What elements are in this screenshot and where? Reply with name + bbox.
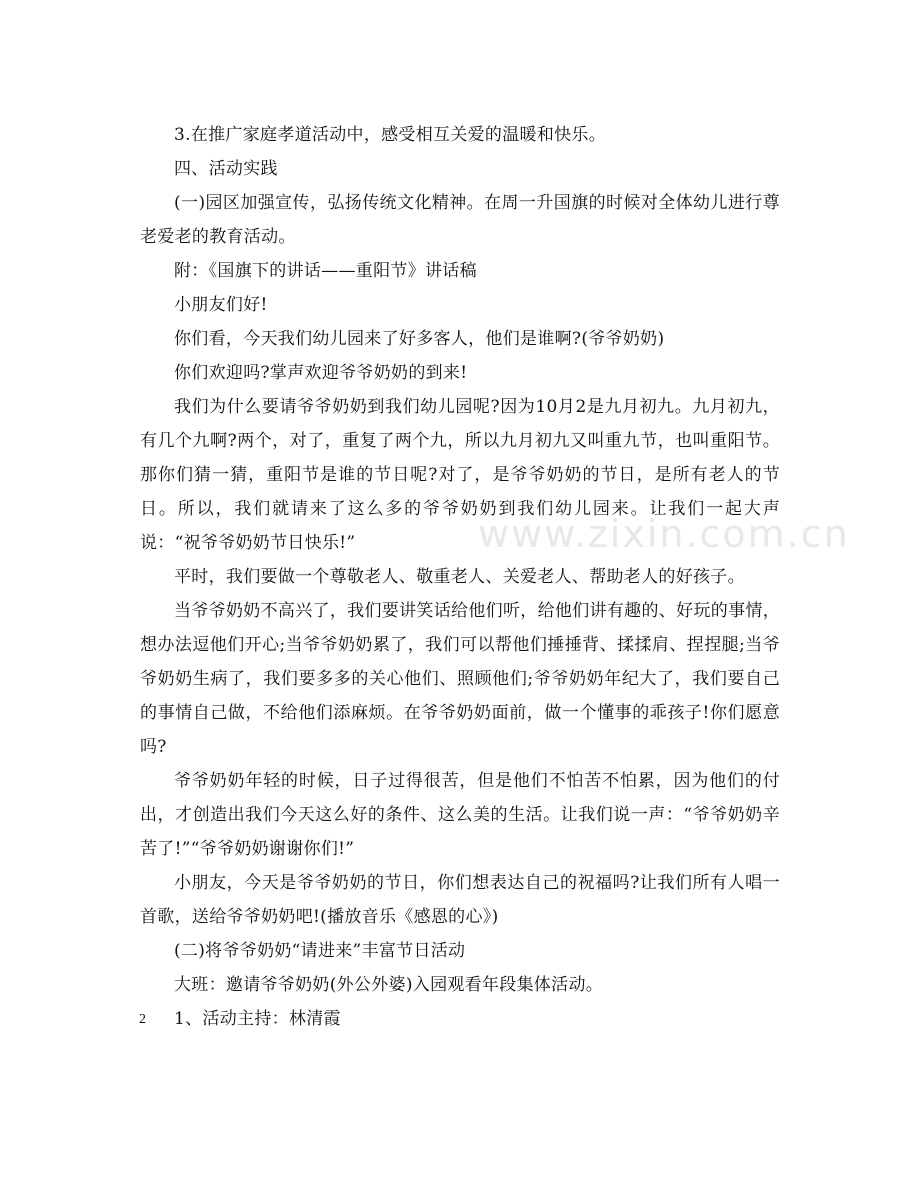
paragraph-senior-class: 大班：邀请爷爷奶奶(外公外婆)入园观看年段集体活动。: [174, 975, 604, 995]
paragraph-appendix-title: 附：《国旗下的讲话——重阳节》讲话稿: [174, 261, 477, 281]
paragraph-publicity: (一)园区加强宣传，弘扬传统文化精神。在周一升国旗的时候对全体幼儿进行尊老爱老的教育活动。: [140, 193, 780, 247]
watermark: www.zixin.com.cn: [478, 512, 850, 556]
paragraph-gratitude: 爷爷奶奶年轻的时候，日子过得很苦，但是他们不怕苦不怕累，因为他们的付出，才创造出我们今天这么好的条件、这么美的生活。让我们说一声：“爷爷奶奶辛苦了!”“爷爷奶奶谢谢你们!”: [140, 771, 780, 859]
paragraph-activity-goal-3: 3.在推广家庭孝道活动中，感受相互关爱的温暖和快乐。: [174, 125, 607, 145]
paragraph-song: 小朋友，今天是爷爷奶奶的节日，你们想表达自己的祝福吗?让我们所有人唱一首歌，送给爷爷奶奶吧!(播放音乐《感恩的心》): [140, 873, 780, 927]
paragraph-host: 1、活动主持：林清霞: [174, 1009, 341, 1029]
paragraph-good-child: 平时，我们要做一个尊敬老人、敬重老人、关爱老人、帮助老人的好孩子。: [174, 567, 745, 587]
document-body: [140, 118, 780, 1036]
section-heading-activity-practice: 四、活动实践: [174, 159, 278, 179]
paragraph-guests: 你们看，今天我们幼儿园来了好多客人，他们是谁啊?(爷爷奶奶): [174, 329, 665, 349]
paragraph-welcome: 你们欢迎吗?掌声欢迎爷爷奶奶的到来!: [174, 363, 468, 383]
paragraph-care: 当爷爷奶奶不高兴了，我们要讲笑话给他们听，给他们讲有趣的、好玩的事情，想办法逗他们开心;当爷爷奶奶累了，我们可以帮他们捶捶背、揉揉肩、捏捏腿;当爷爷奶奶生病了，我们要多多的关心他们、照顾他们;爷爷奶奶年纪大了，我们要自己的事情自己做，不给他们添麻烦。在爷爷奶奶面前，做一个懂事的乖孩子!你们愿意吗?: [140, 601, 780, 757]
paragraph-double-ninth: 我们为什么要请爷爷奶奶到我们幼儿园呢?因为10月2是九月初九。九月初九，有几个九啊?两个，对了，重复了两个九，所以九月初九又叫重九节，也叫重阳节。那你们猜一猜，重阳节是谁的节日呢?对了，是爷爷奶奶的节日，是所有老人的节日。所以，我们就请来了这么多的爷爷奶奶到我们幼儿园来。让我们一起大声说：“祝爷爷奶奶节日快乐!”: [140, 397, 780, 553]
page-number: 2: [139, 1012, 146, 1027]
paragraph-invite-in: (二)将爷爷奶奶“请进来”丰富节日活动: [174, 941, 466, 961]
paragraph-greeting: 小朋友们好!: [174, 295, 268, 315]
